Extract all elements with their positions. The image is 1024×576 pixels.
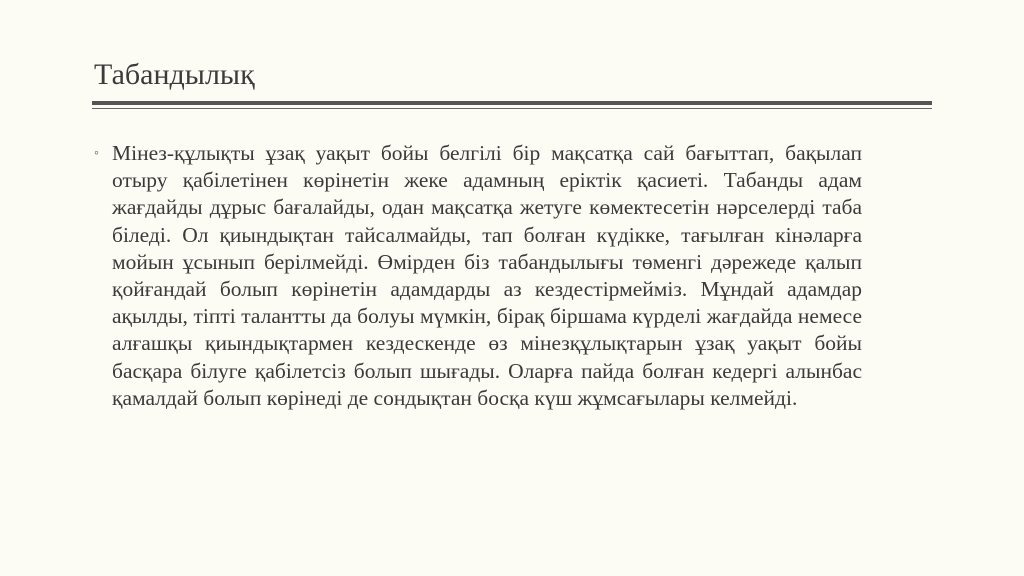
title-divider-thick — [92, 101, 932, 105]
slide-body — [94, 140, 862, 412]
slide-title: Табандылық — [94, 58, 255, 91]
bullet-marker-icon: ◦ — [94, 146, 99, 161]
title-divider-thin — [92, 108, 932, 109]
body-paragraph: Мінез-құлықты ұзақ уақыт бойы белгілі бір мақсатқа сай бағыттап, бақылап отыру қабілетінен көрінетін жеке адамның еріктік қасиеті. Табанды адам жағдайды дұрыс бағалайды, одан мақсатқа жетуге көмектесетін нәрселерді таба біледі. Ол қиындықтан тайсалмайды, тап болған күдікке, тағылған кінәларға мойын ұсынып берілмейді. Өмірден біз табандылығы төменгі дәрежеде қалып қойғандай болып көрінетін адамдарды аз кездестірмейміз. Мұндай адамдар ақылды, тіпті талантты да болуы мүмкін, бірақ біршама күрделі жағдайда немесе алғашқы қиындықтармен кездескенде өз мінезқұлықтарын ұзақ уақыт бойы басқара білуге қабілетсіз болып шығады. Оларға пайда болған кедергі алынбас қамалдай болып көрінеді де сондықтан босқа күш жұмсағылары келмейді. — [112, 141, 862, 410]
